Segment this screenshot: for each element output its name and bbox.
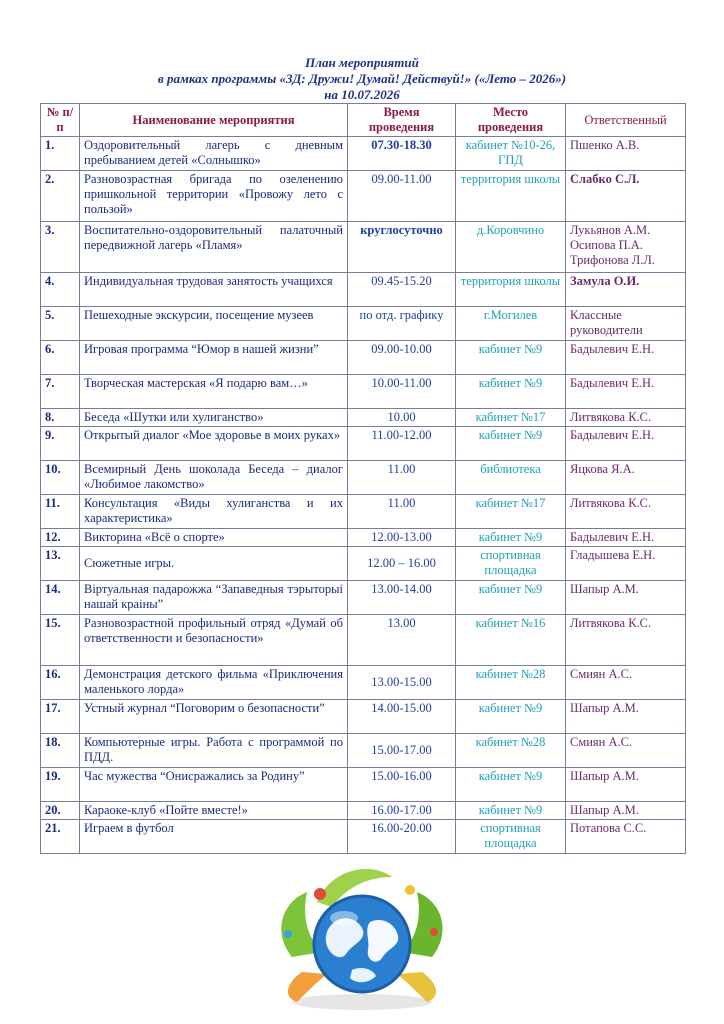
row-name: Віртуальная падарожжа “Запаведныя тэрыторыі нашай краіны” [80,581,348,615]
row-num: 6. [41,341,80,375]
plan-title: План мероприятий [305,55,419,70]
row-resp: Замула О.И. [566,273,686,307]
row-place: кабинет №28 [456,666,566,700]
row-num: 9. [41,427,80,461]
row-name: Устный журнал “Поговорим о безопасности” [80,700,348,734]
table-row [41,547,686,581]
row-place: кабинет №10-26, ГПД [456,137,566,171]
row-name: Час мужества “Онисражались за Родину” [80,768,348,802]
row-time: 07.30-18.30 [348,137,456,171]
row-resp: Классные руководители [566,307,686,341]
row-place: спортивная площадка [456,820,566,854]
table-row [41,137,686,171]
row-time: 11.00-12.00 [348,427,456,461]
row-resp: Литвякова К.С. [566,495,686,529]
row-resp: Смиян А.С. [566,666,686,700]
row-num: 19. [41,768,80,802]
row-name: Открытый диалог «Мое здоровье в моих руках» [80,427,348,461]
row-resp: Смиян А.С. [566,734,686,768]
row-name: Оздоровительный лагерь с дневным пребыванием детей «Солнышко» [80,137,348,171]
row-num: 8. [41,409,80,427]
table-row [41,375,686,409]
row-name: Творческая мастерская «Я подарю вам…» [80,375,348,409]
row-resp: Шапыр А.М. [566,581,686,615]
row-time: 15.00-16.00 [348,768,456,802]
row-place: территория школы [456,273,566,307]
row-name: Сюжетные игры. [80,547,348,581]
table-row [41,171,686,222]
row-resp: Шапыр А.М. [566,768,686,802]
row-name: Караоке-клуб «Пойте вместе!» [80,802,348,820]
row-time: 13.00-15.00 [348,666,456,700]
row-num: 17. [41,700,80,734]
col-header-time: Время проведения [348,104,456,137]
date-title: на 10.07.2026 [324,87,400,102]
table-row [41,222,686,273]
row-num: 13. [41,547,80,581]
row-place: кабинет №9 [456,341,566,375]
row-resp: Пшенко А.В. [566,137,686,171]
row-num: 20. [41,802,80,820]
row-name: Пешеходные экскурсии, посещение музеев [80,307,348,341]
col-header-place: Место проведения [456,104,566,137]
row-time: 09.45-15.20 [348,273,456,307]
row-num: 1. [41,137,80,171]
row-place: кабинет №28 [456,734,566,768]
row-resp: Бадылевич Е.Н. [566,427,686,461]
table-row [41,461,686,495]
row-place: кабинет №9 [456,529,566,547]
row-time: 16.00-17.00 [348,802,456,820]
row-resp: Яцкова Я.А. [566,461,686,495]
row-resp: Гладышева Е.Н. [566,547,686,581]
row-name: Беседа «Шутки или хулиганство» [80,409,348,427]
row-name: Компьютерные игры. Работа с программой по ПДД. [80,734,348,768]
globe-with-leaves-icon [262,862,462,1012]
row-num: 16. [41,666,80,700]
row-name: Игровая программа “Юмор в нашей жизни” [80,341,348,375]
table-row [41,341,686,375]
row-time: 11.00 [348,461,456,495]
row-resp: Шапыр А.М. [566,802,686,820]
table-row [41,409,686,427]
row-place: кабинет №9 [456,375,566,409]
row-num: 18. [41,734,80,768]
row-time: 12.00 – 16.00 [348,547,456,581]
program-title: в рамках программы «3Д: Дружи! Думай! Действуй!» («Лето – 2026») [157,71,567,86]
table-row [41,802,686,820]
table-row [41,273,686,307]
row-place: г.Могилев [456,307,566,341]
row-num: 5. [41,307,80,341]
row-place: кабинет №9 [456,768,566,802]
row-place: д.Коровчино [456,222,566,273]
row-resp: Слабко С.Л. [566,171,686,222]
row-time: 12.00-13.00 [348,529,456,547]
row-num: 21. [41,820,80,854]
table-row [41,666,686,700]
table-row [41,495,686,529]
row-place: кабинет №16 [456,615,566,666]
row-resp: Литвякова К.С. [566,615,686,666]
row-place: библиотека [456,461,566,495]
col-header-name: Наименование мероприятия [80,104,348,137]
col-header-resp: Ответственный [566,104,686,137]
row-name: Разновозрастная бригада по озеленению пришкольной территории «Провожу лето с пользой» [80,171,348,222]
row-time: 13.00-14.00 [348,581,456,615]
row-resp: Бадылевич Е.Н. [566,341,686,375]
row-num: 7. [41,375,80,409]
row-time: 10.00-11.00 [348,375,456,409]
row-time: 09.00-10.00 [348,341,456,375]
row-name: Консультация «Виды хулиганства и их характеристика» [80,495,348,529]
table-row [41,768,686,802]
row-resp: Литвякова К.С. [566,409,686,427]
row-time: 14.00-15.00 [348,700,456,734]
row-place: кабинет №9 [456,700,566,734]
table-row [41,307,686,341]
row-time: круглосуточно [348,222,456,273]
row-time: 13.00 [348,615,456,666]
row-place: кабинет №17 [456,495,566,529]
row-time: 11.00 [348,495,456,529]
row-time: 16.00-20.00 [348,820,456,854]
row-time: 15.00-17.00 [348,734,456,768]
row-num: 4. [41,273,80,307]
row-num: 11. [41,495,80,529]
row-place: территория школы [456,171,566,222]
row-resp: Потапова С.С. [566,820,686,854]
row-time: 10.00 [348,409,456,427]
row-resp: Шапыр А.М. [566,700,686,734]
table-row [41,734,686,768]
table-row [41,700,686,734]
row-num: 15. [41,615,80,666]
row-resp: Бадылевич Е.Н. [566,375,686,409]
row-name: Разновозрастной профильный отряд «Думай об ответственности и безопасности» [80,615,348,666]
row-name: Играем в футбол [80,820,348,854]
row-place: кабинет №9 [456,802,566,820]
table-row [41,615,686,666]
row-name: Всемирный День шоколада Беседа – диалог «Любимое лакомство» [80,461,348,495]
table-row [41,529,686,547]
row-num: 2. [41,171,80,222]
table-row [41,427,686,461]
table-row [41,581,686,615]
row-resp: Бадылевич Е.Н. [566,529,686,547]
table-row [41,820,686,854]
row-name: Демонстрация детского фильма «Приключения маленького лорда» [80,666,348,700]
row-num: 12. [41,529,80,547]
row-place: спортивная площадка [456,547,566,581]
row-name: Викторина «Всё о спорте» [80,529,348,547]
row-place: кабинет №9 [456,581,566,615]
row-time: 09.00-11.00 [348,171,456,222]
row-resp: Лукьянов А.М. Осипова П.А. Трифонова Л.Л. [566,222,686,273]
row-num: 14. [41,581,80,615]
row-num: 3. [41,222,80,273]
row-name: Индивидуальная трудовая занятость учащихся [80,273,348,307]
row-num: 10. [41,461,80,495]
row-place: кабинет №17 [456,409,566,427]
events-table [40,103,686,854]
col-header-num: № п/п [41,104,80,137]
row-name: Воспитательно-оздоровительный палаточный передвижной лагерь «Пламя» [80,222,348,273]
row-place: кабинет №9 [456,427,566,461]
row-time: по отд. графику [348,307,456,341]
